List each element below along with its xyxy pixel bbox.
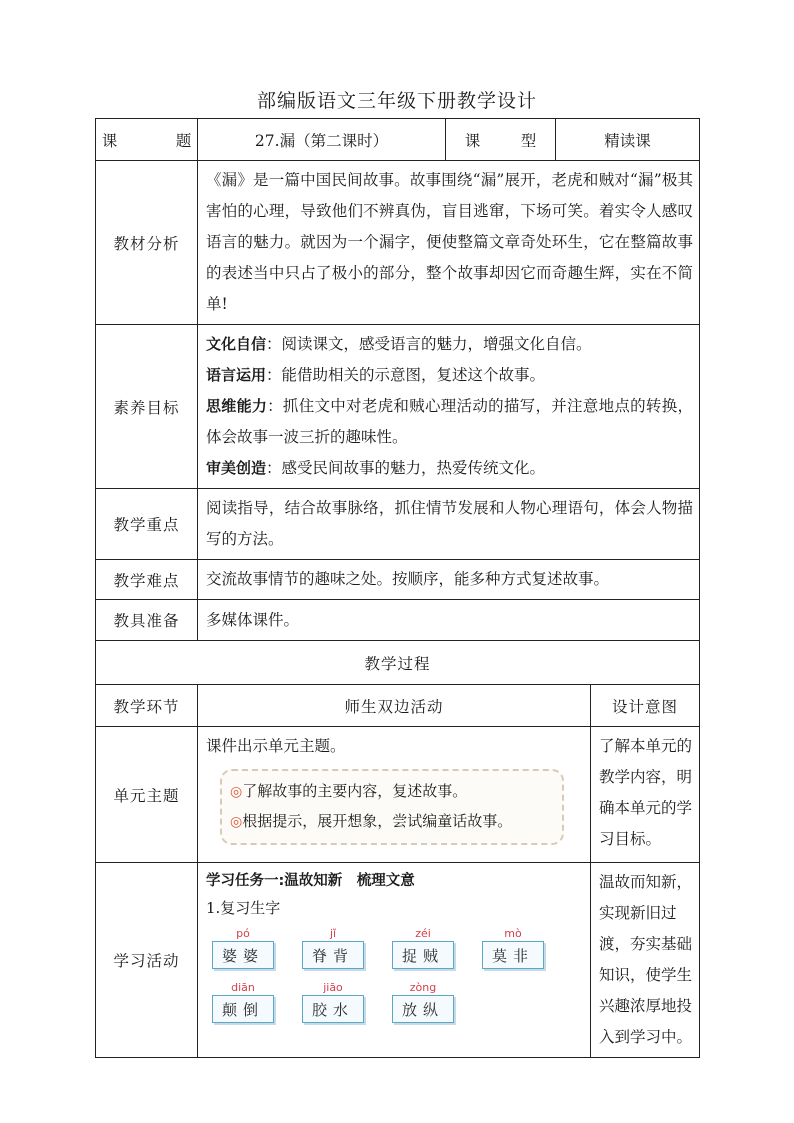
word-card	[392, 981, 454, 1023]
word-row-1	[212, 927, 590, 969]
unit-theme-row	[96, 727, 700, 863]
pinyin: diān	[231, 981, 255, 994]
word-text: 捉贼	[392, 941, 454, 969]
type-value: 精读课	[556, 119, 700, 161]
goal-item: 文化自信：阅读课文，感受语言的魅力，增强文化自信。	[206, 335, 592, 353]
word-text: 婆婆	[212, 941, 274, 969]
word-card	[302, 927, 364, 969]
type-label: 课 型	[446, 119, 556, 161]
analysis-label: 教材分析	[96, 161, 198, 325]
tools-row	[96, 600, 700, 641]
col-activity: 师生双边活动	[198, 685, 591, 727]
goals-label: 素养目标	[96, 325, 198, 489]
process-header-row	[96, 685, 700, 727]
word-card	[212, 927, 274, 969]
pinyin: pó	[236, 927, 250, 940]
learning-label: 学习活动	[96, 863, 198, 1058]
learning-intent: 温故而知新，实现新旧过渡，夯实基础知识，使学生兴趣浓厚地投入到学习中。	[591, 863, 700, 1058]
tools-label: 教具准备	[96, 600, 198, 641]
word-text: 放纵	[392, 995, 454, 1023]
col-intent: 设计意图	[591, 685, 700, 727]
pinyin: jǐ	[329, 927, 337, 940]
key-points-label: 教学重点	[96, 489, 198, 560]
word-card	[212, 981, 274, 1023]
difficulties-text: 交流故事情节的趣味之处。按顺序，能多种方式复述故事。	[198, 560, 700, 600]
goal-item: 思维能力：抓住文中对老虎和贼心理活动的描写，并注意地点的转换，体会故事一波三折的趣味性。	[206, 397, 693, 446]
key-points-text: 阅读指导，结合故事脉络，抓住情节发展和人物心理语句，体会人物描写的方法。	[198, 489, 700, 560]
pinyin: jiāo	[323, 981, 343, 994]
topic-label: 课 题	[96, 119, 198, 161]
goal-item: 语言运用：能借助相关的示意图，复述这个故事。	[206, 366, 546, 384]
document-title: 部编版语文三年级下册教学设计	[256, 90, 537, 112]
unit-theme-bullet: ◎根据提示，展开想象，尝试编童话故事。	[230, 812, 513, 830]
topic-value: 27.漏（第二课时）	[198, 119, 446, 161]
task-title: 学习任务一:温故知新 梳理文意	[206, 873, 415, 889]
word-card	[482, 927, 544, 969]
process-title: 教学过程	[96, 641, 700, 685]
pinyin: zòng	[409, 981, 437, 994]
double-circle-icon: ◎	[230, 814, 243, 830]
word-text: 脊背	[302, 941, 364, 969]
word-card	[392, 927, 454, 969]
unit-theme-intent: 了解本单元的教学内容，明确本单元的学习目标。	[591, 727, 700, 863]
pinyin: mò	[504, 927, 522, 940]
learning-content	[198, 863, 591, 1058]
word-card	[302, 981, 364, 1023]
analysis-text: 《漏》是一篇中国民间故事。故事围绕“漏”展开，老虎和贼对“漏”极其害怕的心理，导致他们不辨真伪，盲目逃窜，下场可笑。着实令人感叹语言的魅力。就因为一个漏字，便使整篇文章奇处环生，它在整篇故事的表述当中只占了极小的部分，整个故事却因它而奇趣生辉，实在不简单!	[198, 161, 700, 325]
tools-text: 多媒体课件。	[198, 600, 700, 641]
difficulties-row	[96, 560, 700, 600]
key-points-row	[96, 489, 700, 560]
goal-item: 审美创造：感受民间故事的魅力，热爱传统文化。	[206, 459, 546, 477]
header-row	[96, 119, 700, 161]
goals-list	[198, 325, 700, 489]
pinyin: zéi	[415, 927, 431, 940]
task-step: 1.复习生字	[206, 899, 281, 917]
goals-row	[96, 325, 700, 489]
process-title-row	[96, 641, 700, 685]
unit-theme-label: 单元主题	[96, 727, 198, 863]
unit-theme-bullet: ◎了解故事的主要内容，复述故事。	[230, 782, 468, 800]
unit-theme-intro: 课件出示单元主题。	[206, 737, 346, 755]
col-stage: 教学环节	[96, 685, 198, 727]
word-text: 莫非	[482, 941, 544, 969]
unit-theme-content	[198, 727, 591, 863]
unit-theme-box	[220, 769, 564, 845]
difficulties-label: 教学难点	[96, 560, 198, 600]
word-row-2	[212, 981, 590, 1023]
double-circle-icon: ◎	[230, 784, 243, 800]
word-text: 颠倒	[212, 995, 274, 1023]
word-text: 胶水	[302, 995, 364, 1023]
learning-row	[96, 863, 700, 1058]
lesson-plan-table	[95, 118, 700, 1058]
analysis-row	[96, 161, 700, 325]
